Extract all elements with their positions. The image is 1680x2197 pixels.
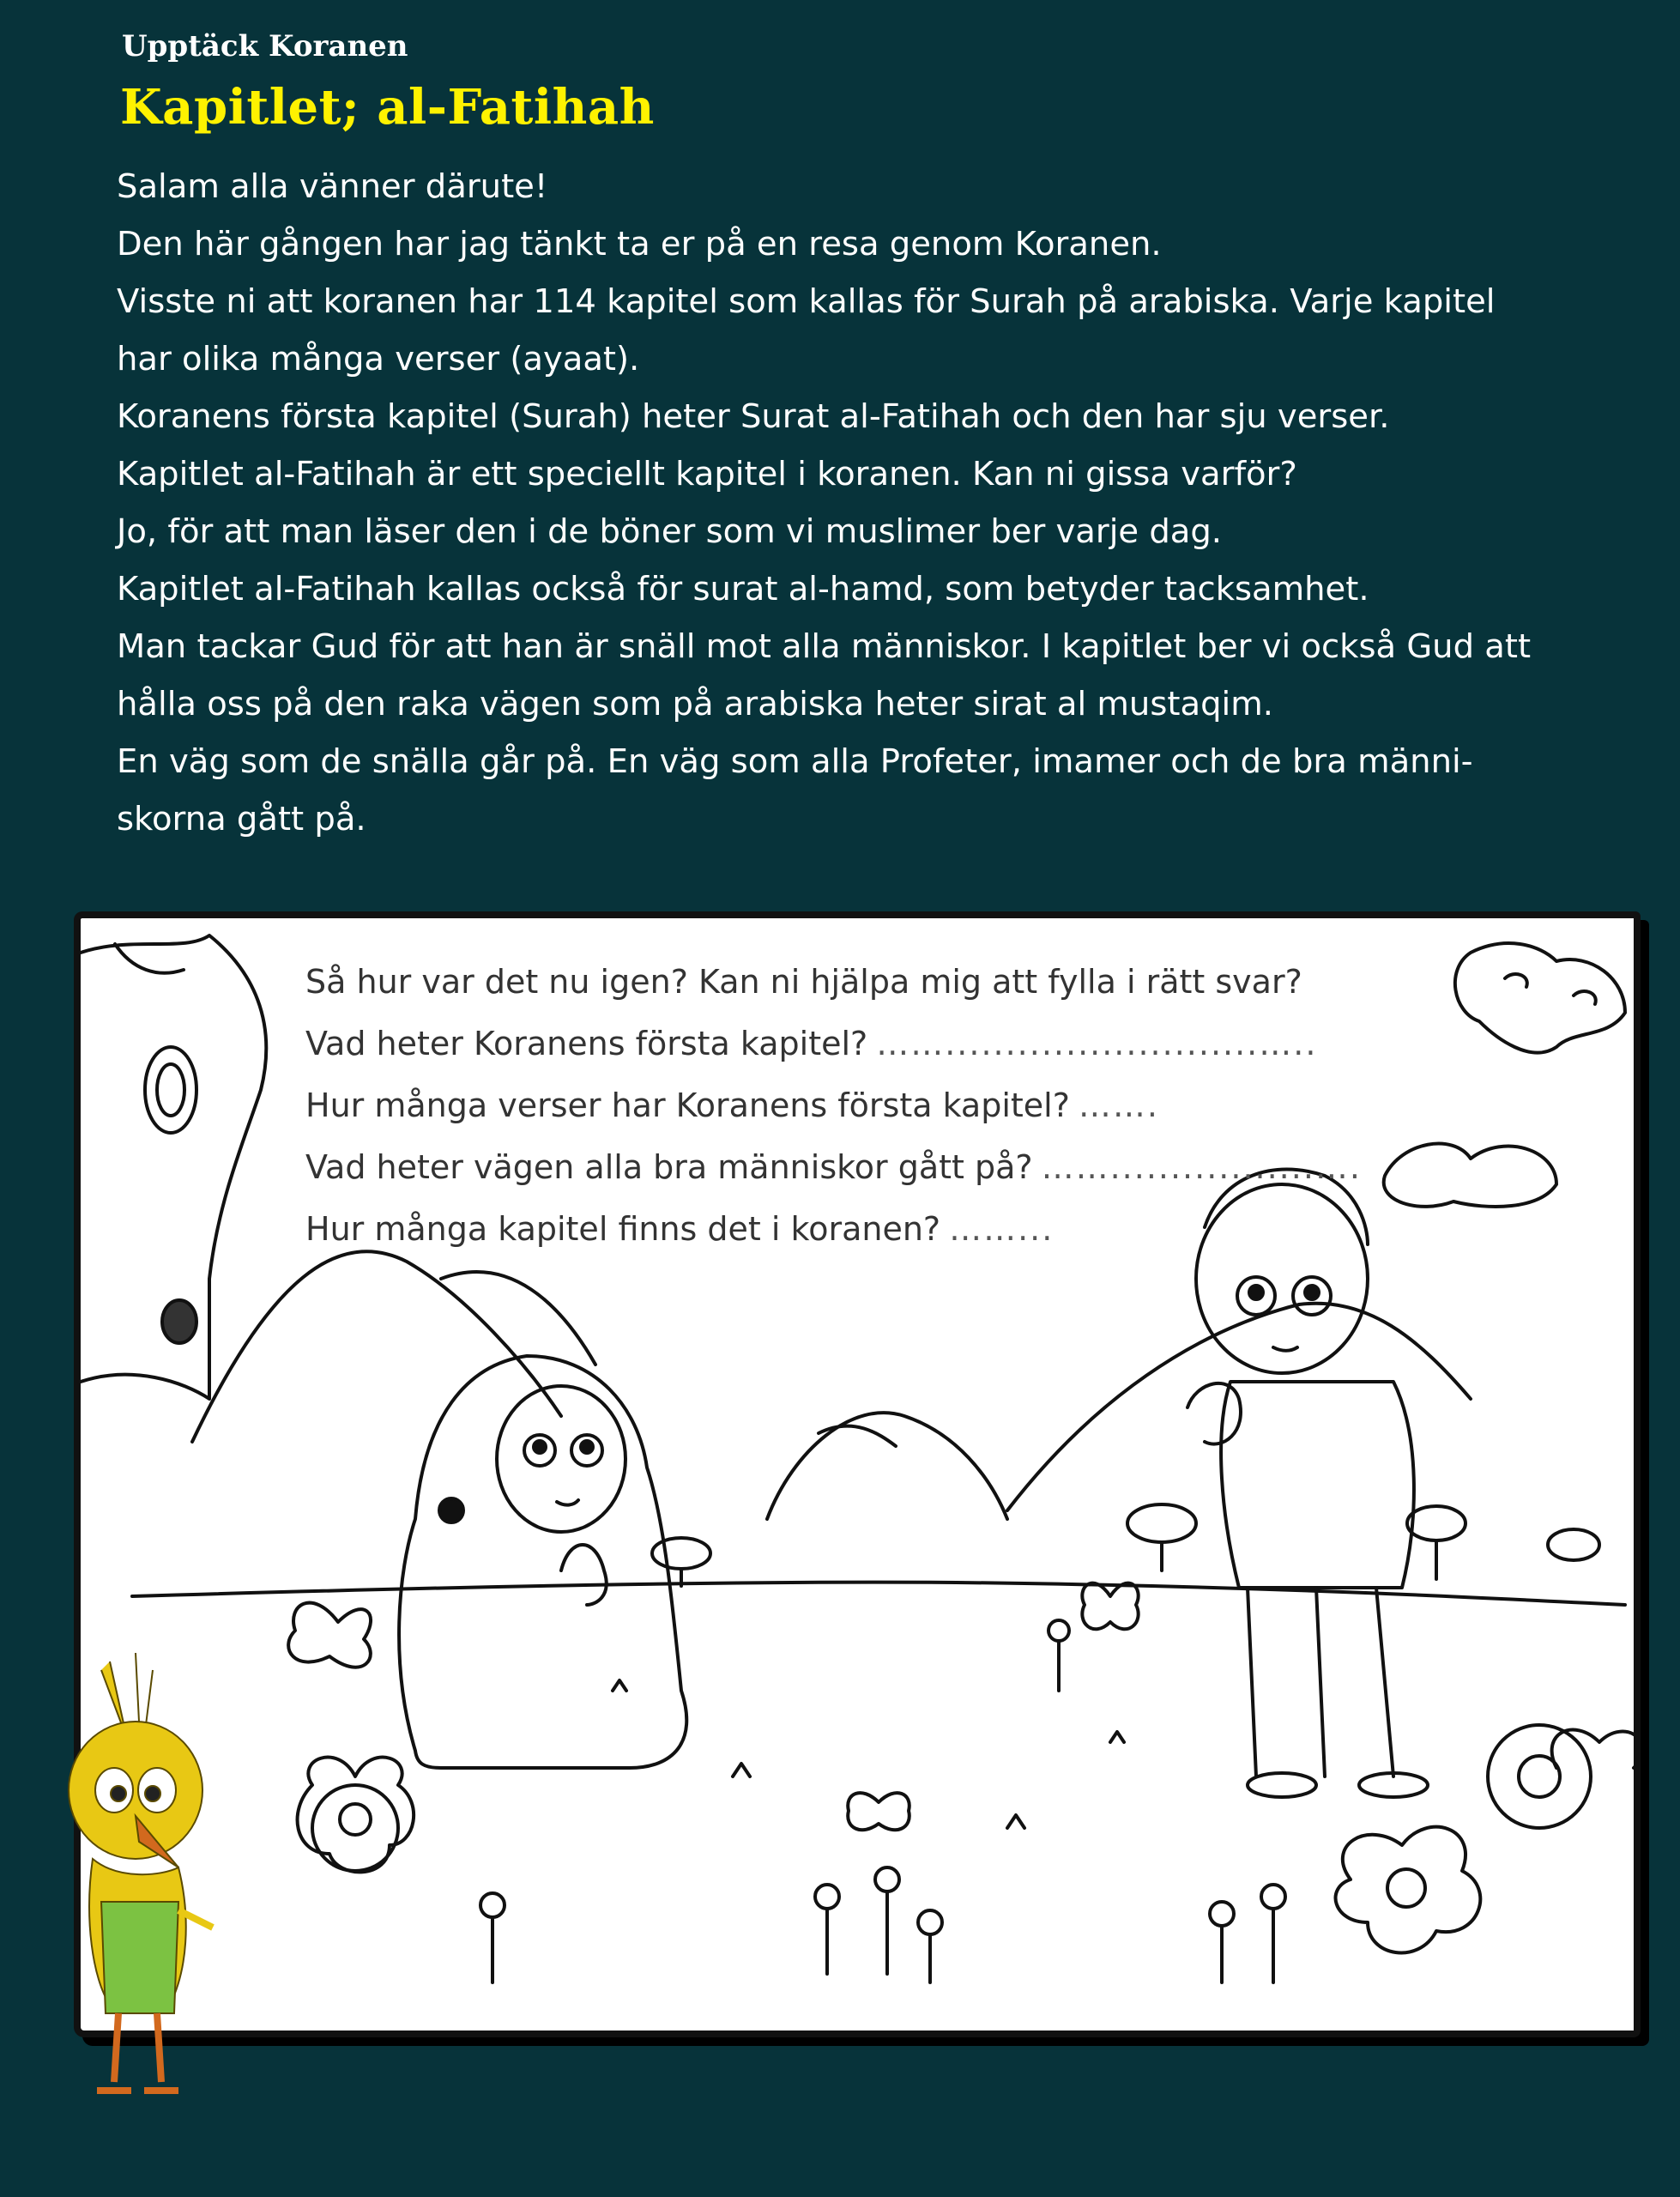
text-line: Kapitlet al-Fatihah kallas också för surat al-hamd, som betyder tacksamhet. bbox=[117, 570, 1369, 608]
text-line: har olika många verser (ayaat). bbox=[117, 340, 640, 378]
flower-left bbox=[298, 1758, 414, 1873]
bird-mascot bbox=[50, 1644, 221, 2125]
intro-text bbox=[117, 158, 1610, 848]
text-line: En väg som de snälla går på. En väg som alla Profeter, imamer och de bra männi- bbox=[117, 742, 1473, 781]
flower-right bbox=[1488, 1725, 1634, 1828]
text-line: Jo, för att man läser den i de böner som vi muslimer ber varje dag. bbox=[117, 512, 1223, 551]
text-line: Kapitlet al-Fatihah är ett speciellt kapitel i koranen. Kan ni gissa varför? bbox=[117, 455, 1297, 493]
answer-blank[interactable]: ……..........................….. bbox=[876, 1025, 1318, 1062]
butterfly-icon bbox=[848, 1793, 909, 1830]
question-text: Vad heter Koranens första kapitel? bbox=[305, 1025, 868, 1062]
answer-blank[interactable]: …….................…. bbox=[1041, 1148, 1363, 1186]
ladybug-icon bbox=[162, 1300, 196, 1343]
small-flowers bbox=[480, 1620, 1285, 1982]
question-text: Vad heter vägen alla bra människor gått på? bbox=[305, 1148, 1033, 1186]
question-text: Hur många verser har Koranens första kapitel? bbox=[305, 1086, 1070, 1124]
text-line: Koranens första kapitel (Surah) heter Surat al-Fatihah och den har sju verser. bbox=[117, 397, 1390, 436]
answer-blank[interactable]: ……... bbox=[949, 1210, 1055, 1248]
butterfly-icon bbox=[1082, 1583, 1138, 1630]
girl-figure bbox=[399, 1356, 686, 1768]
quiz bbox=[305, 951, 1362, 1260]
quiz-question bbox=[305, 1013, 1362, 1074]
question-text: Hur många kapitel finns det i koranen? bbox=[305, 1210, 941, 1248]
boy-figure bbox=[1187, 1170, 1428, 1798]
text-line: Man tackar Gud för att han är snäll mot alla människor. I kapitlet ber vi också Gud att bbox=[117, 627, 1532, 666]
page-title: Kapitlet; al-Fatihah bbox=[120, 79, 655, 136]
hills bbox=[192, 1251, 561, 1442]
text-line: Salam alla vänner därute! bbox=[117, 167, 548, 206]
bush-top-right bbox=[1455, 943, 1625, 1052]
text-line: hålla oss på den raka vägen som på arabiska heter sirat al mustaqim. bbox=[117, 685, 1273, 723]
butterfly-icon bbox=[288, 1603, 371, 1667]
coloring-panel bbox=[74, 911, 1641, 2037]
text-line: skorna gått på. bbox=[117, 800, 366, 838]
cloud bbox=[1384, 1144, 1556, 1207]
series-label: Upptäck Koranen bbox=[122, 29, 408, 64]
quiz-intro: Så hur var det nu igen? Kan ni hjälpa mig att fylla i rätt svar? bbox=[305, 963, 1302, 1001]
text-line: Den här gången har jag tänkt ta er på en resa genom Koranen. bbox=[117, 225, 1162, 263]
tree-knot bbox=[145, 1047, 196, 1133]
flower-bottom bbox=[1336, 1827, 1481, 1953]
answer-blank[interactable]: ……. bbox=[1078, 1086, 1159, 1124]
quiz-question bbox=[305, 1074, 1362, 1136]
text-line: Visste ni att koranen har 114 kapitel som kallas för Surah på arabiska. Varje kapitel bbox=[117, 282, 1496, 321]
quiz-question bbox=[305, 1198, 1362, 1260]
quiz-question bbox=[305, 1136, 1362, 1198]
